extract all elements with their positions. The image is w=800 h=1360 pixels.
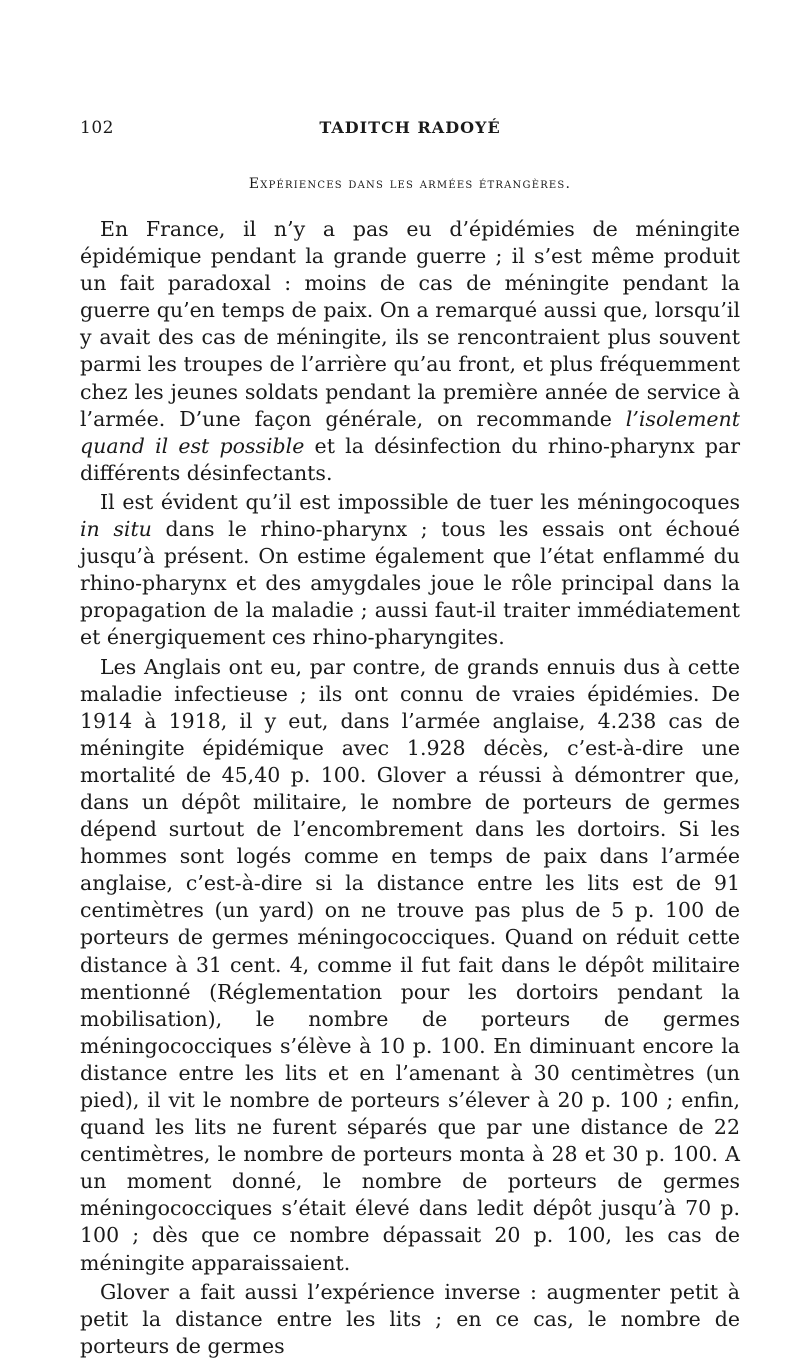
paragraph-1 [80, 216, 740, 487]
paragraph-1-text-a: En France, il n’y a pas eu d’épidémies de méningite épidémique pendant la grande guerre ; il s’est même produit un fait paradoxal : moins de cas de méningite pendant la guerre qu’en temps de paix. On a remarqué aussi que, lorsqu’il y avait des cas de méningite, ils se rencontraient plus souvent parmi les troupes de l’arrière qu’au front, et plus fréquemment chez les jeunes soldats pendant la première année de service à l’armée. D’une façon générale, on recommande [80, 217, 740, 431]
paragraph-2-text-a: Il est évident qu’il est impossible de tuer les méningocoques [100, 489, 740, 514]
paragraph-2 [80, 489, 740, 652]
page-header [80, 118, 740, 148]
paragraph-1-text-b: et la désinfection du rhino-pharynx par différents désinfectants. [80, 433, 740, 485]
body-text [80, 216, 740, 1360]
paragraph-4: Glover a fait aussi l’expérience inverse : augmenter petit à petit la distance entre les lits ; en ce cas, le nombre de porteurs de germes [80, 1279, 740, 1358]
paragraph-2-emphasis: in situ [80, 517, 152, 542]
section-title: Expériences dans les armées étrangères. [248, 176, 572, 192]
paragraph-2-text-b: dans le rhino-pharynx ; tous les essais ont échoué jusqu’à présent. On estime également que l’état enflammé du rhino-pharynx et des amygdales joue le rôle principal dans la propagation de la maladie ; aussi faut-il traiter immédiatement et énergiquement ces rhino-pharyngites. [80, 517, 740, 650]
page-number: 102 [80, 118, 114, 138]
paragraph-3: Les Anglais ont eu, par contre, de grands ennuis dus à cette maladie infectieuse ; ils ont connu de vraies épidémies. De 1914 à 1918, il y eut, dans l’armée anglaise, 4.238 cas de méningite épidémique avec 1.928 décès, c’est-à-dire une mortalité de 45,40 p. 100. Glover a réussi à démontrer que, dans un dépôt militaire, le nombre de porteurs de germes dépend surtout de l’encombrement dans les dortoirs. Si les hommes sont logés comme en temps de paix dans l’armée anglaise, c’est-à-dire si la distance entre les lits est de 91 centimètres (un yard) on ne trouve pas plus de 5 p. 100 de porteurs de germes méningococciques. Quand on réduit cette distance à 31 cent. 4, comme il fut fait dans le dépôt militaire mentionné (Réglementation pour les dortoirs pendant la mobilisation), le nombre de porteurs de germes méningococciques s’élève à 10 p. 100. En diminuant encore la distance entre les lits et en l’amenant à 30 centimètres (un pied), il vit le nombre de porteurs s’élever à 20 p. 100 ; enfin, quand les lits ne furent séparés que par une distance de 22 centimètres, le nombre de porteurs monta à 28 et 30 p. 100. A un moment donné, le nombre de porteurs de germes méningococciques s’était élevé dans ledit dépôt jusqu’à 70 p. 100 ; dès que ce nombre dépassait 20 p. 100, les cas de méningite apparaissaient. [80, 654, 740, 1275]
paragraph-1-emphasis: l’isolement quand il est possible [80, 406, 740, 458]
running-title: TADITCH RADOYÉ [319, 118, 501, 137]
